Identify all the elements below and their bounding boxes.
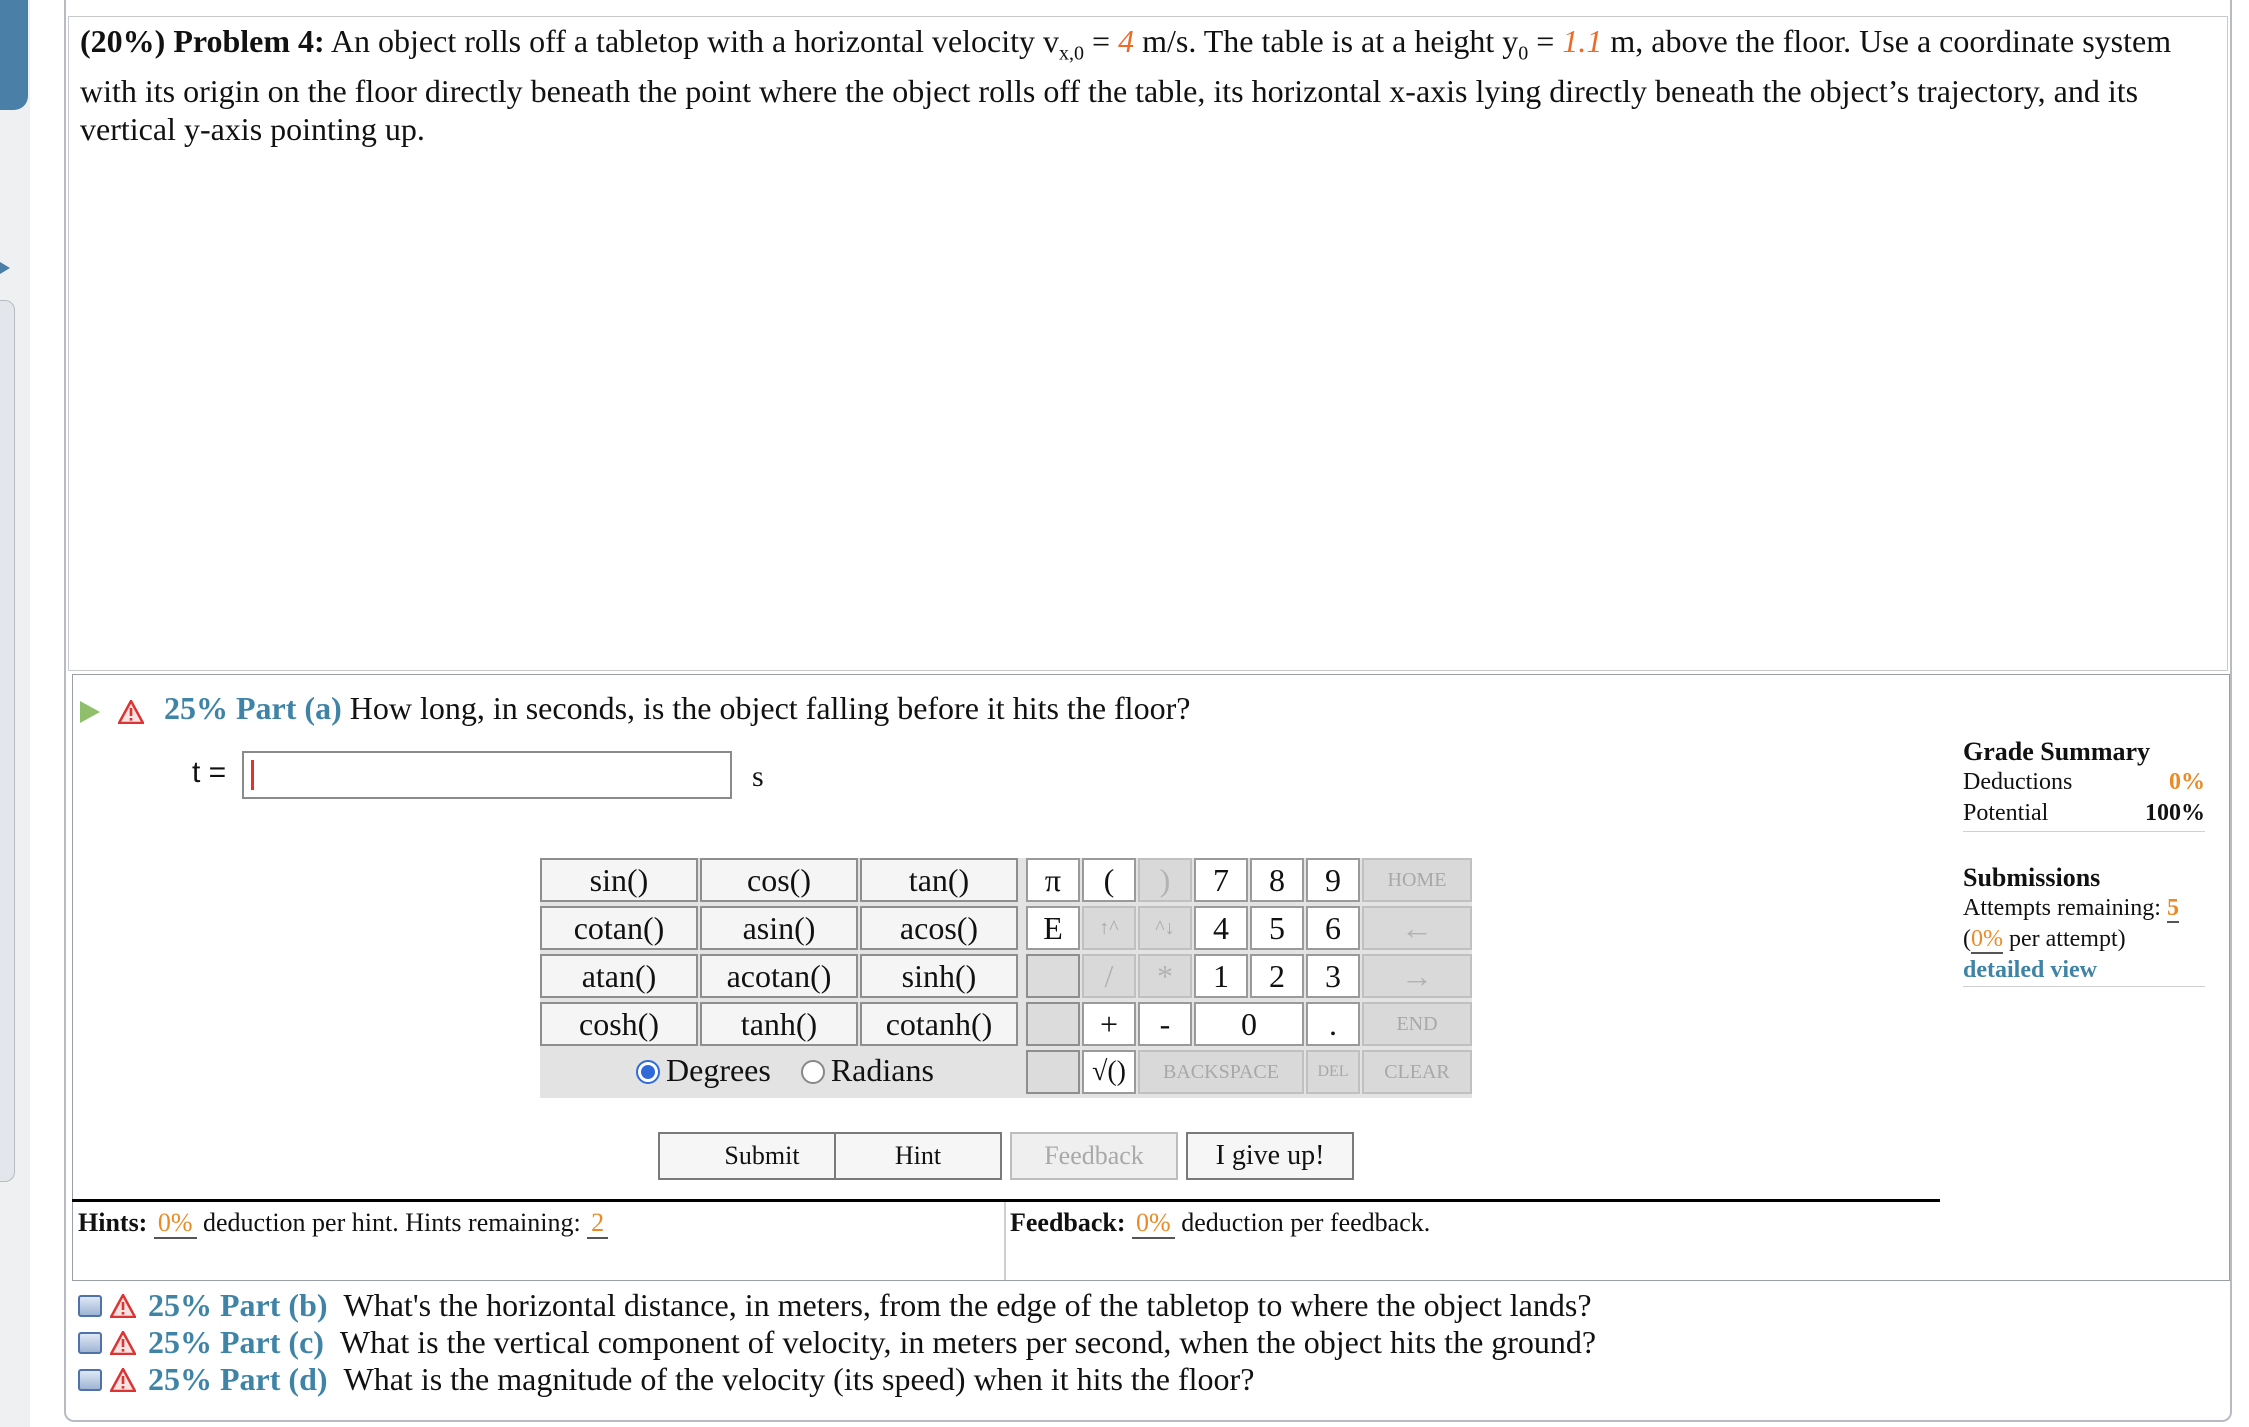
- per-attempt-open: (: [1963, 926, 1971, 952]
- give-up-button[interactable]: I give up!: [1186, 1132, 1354, 1180]
- multiply-button[interactable]: *: [1138, 954, 1192, 998]
- e-button[interactable]: E: [1026, 906, 1080, 950]
- part-b-percent: 25%: [148, 1287, 212, 1323]
- sidebar-panel: [0, 300, 15, 1182]
- potential-label: Potential: [1963, 800, 2049, 826]
- per-attempt-value: 0%: [1971, 926, 2003, 952]
- hints-text: deduction per hint. Hints remaining:: [203, 1208, 581, 1237]
- problem-text-1: An object rolls off a tabletop with a horizontal velocity v: [324, 23, 1060, 59]
- digit-8-button[interactable]: 8: [1250, 858, 1304, 902]
- digit-0-button[interactable]: 0: [1194, 1002, 1304, 1046]
- minus-button[interactable]: -: [1138, 1002, 1192, 1046]
- cosh-button[interactable]: cosh(): [540, 1002, 698, 1046]
- feedback-info: [1010, 1208, 1430, 1238]
- part-a-header: [80, 688, 1190, 728]
- back-arrow-button[interactable]: ←: [1362, 906, 1472, 950]
- text-cursor: [251, 760, 254, 790]
- cos-button[interactable]: cos(): [700, 858, 858, 902]
- part-c-question: What is the vertical component of velocity, in meters per second, when the object hits the ground?: [339, 1324, 1597, 1360]
- atan-button[interactable]: atan(): [540, 954, 698, 998]
- sqrt-button[interactable]: √(): [1082, 1050, 1136, 1094]
- collapsed-part-icon[interactable]: [78, 1332, 102, 1354]
- deductions-value: 0%: [2169, 769, 2205, 795]
- close-paren-button[interactable]: ): [1138, 858, 1192, 902]
- deductions-label: Deductions: [1963, 769, 2073, 795]
- submit-button[interactable]: Submit: [658, 1132, 866, 1180]
- acotan-button[interactable]: acotan(): [700, 954, 858, 998]
- feedback-label: Feedback:: [1010, 1208, 1126, 1237]
- variable-label: t =: [192, 756, 227, 789]
- potential-value: 100%: [2145, 800, 2205, 826]
- unit-label: s: [752, 760, 764, 793]
- part-b-row[interactable]: [78, 1287, 1596, 1324]
- feedback-text: deduction per feedback.: [1181, 1208, 1431, 1237]
- blank-key: [1026, 1002, 1080, 1046]
- grade-summary: [1963, 736, 2205, 987]
- divider: [1004, 1202, 1006, 1280]
- sidebar-pointer-icon: [0, 262, 10, 274]
- submissions-title: Submissions: [1963, 863, 2101, 892]
- superscript-up-button[interactable]: ↑^: [1082, 906, 1136, 950]
- divide-button[interactable]: /: [1082, 954, 1136, 998]
- vx-subscript: x,0: [1059, 42, 1085, 65]
- digit-6-button[interactable]: 6: [1306, 906, 1360, 950]
- warning-icon: [110, 1331, 136, 1355]
- decimal-point-button[interactable]: .: [1306, 1002, 1360, 1046]
- part-b-question: What's the horizontal distance, in meters, from the edge of the tabletop to where the object lands?: [343, 1287, 1592, 1323]
- blank-key: [1026, 954, 1080, 998]
- delete-button[interactable]: DEL: [1306, 1050, 1360, 1094]
- given-velocity: 4: [1118, 23, 1135, 59]
- answer-input[interactable]: [242, 751, 732, 799]
- sidebar-tab[interactable]: [0, 0, 28, 110]
- collapsed-part-icon[interactable]: [78, 1295, 102, 1317]
- problem-text-3: m/s. The table is at a height y: [1134, 23, 1519, 59]
- part-c-row[interactable]: [78, 1324, 1596, 1361]
- tanh-button[interactable]: tanh(): [700, 1002, 858, 1046]
- degrees-radio[interactable]: [636, 1060, 660, 1084]
- part-d-row[interactable]: [78, 1361, 1596, 1398]
- given-height: 1.1: [1562, 23, 1603, 59]
- end-button[interactable]: END: [1362, 1002, 1472, 1046]
- angle-mode-toggle: [636, 1052, 934, 1089]
- problem-weight: (20%): [80, 23, 166, 59]
- problem-statement: [80, 22, 2220, 148]
- attempts-label: Attempts remaining:: [1963, 895, 2161, 921]
- collapsed-part-icon[interactable]: [78, 1369, 102, 1391]
- problem-text-5: m, above the floor. Use a coordinate system with its origin on the floor directly beneath the point where the object rolls off the table, its horizontal x-axis lying directly beneath the object’s trajectory, and its vertical y-axis pointing up.: [80, 23, 2172, 148]
- digit-2-button[interactable]: 2: [1250, 954, 1304, 998]
- other-parts-list: [78, 1287, 1596, 1398]
- part-c-percent: 25%: [148, 1324, 212, 1360]
- cotan-button[interactable]: cotan(): [540, 906, 698, 950]
- sinh-button[interactable]: sinh(): [860, 954, 1018, 998]
- digit-5-button[interactable]: 5: [1250, 906, 1304, 950]
- tan-button[interactable]: tan(): [860, 858, 1018, 902]
- open-paren-button[interactable]: (: [1082, 858, 1136, 902]
- grade-summary-title: Grade Summary: [1963, 737, 2151, 766]
- part-a-percent: 25%: [164, 690, 228, 726]
- radians-label: Radians: [830, 1052, 934, 1088]
- feedback-deduction: 0%: [1132, 1208, 1175, 1239]
- part-d-label: Part (d): [220, 1361, 328, 1397]
- deductions-row: [1963, 767, 2205, 798]
- warning-icon: [110, 1368, 136, 1392]
- acos-button[interactable]: acos(): [860, 906, 1018, 950]
- blank-key: [1026, 1050, 1080, 1094]
- per-attempt-text: per attempt): [2009, 926, 2126, 952]
- per-attempt-row: [1963, 924, 2205, 955]
- pi-button[interactable]: π: [1026, 858, 1080, 902]
- attempts-row: [1963, 893, 2205, 924]
- radians-radio[interactable]: [801, 1060, 825, 1084]
- part-c-label: Part (c): [220, 1324, 324, 1360]
- part-a-label: Part (a): [236, 690, 342, 726]
- part-d-question: What is the magnitude of the velocity (its speed) when it hits the floor?: [343, 1361, 1255, 1397]
- asin-button[interactable]: asin(): [700, 906, 858, 950]
- part-a-question: How long, in seconds, is the object falling before it hits the floor?: [349, 690, 1191, 726]
- forward-arrow-button[interactable]: →: [1362, 954, 1472, 998]
- y-subscript: 0: [1518, 42, 1529, 65]
- clear-button[interactable]: CLEAR: [1362, 1050, 1472, 1094]
- warning-icon: [110, 1294, 136, 1318]
- backspace-button[interactable]: BACKSPACE: [1138, 1050, 1304, 1094]
- hints-info: [78, 1208, 608, 1238]
- part-d-percent: 25%: [148, 1361, 212, 1397]
- hints-remaining: 2: [587, 1208, 608, 1239]
- superscript-down-button[interactable]: ^↓: [1138, 906, 1192, 950]
- digit-4-button[interactable]: 4: [1194, 906, 1248, 950]
- cotanh-button[interactable]: cotanh(): [860, 1002, 1018, 1046]
- warning-icon: [118, 700, 144, 724]
- attempts-value: 5: [2166, 895, 2179, 921]
- hint-button[interactable]: Hint: [834, 1132, 1002, 1180]
- play-icon[interactable]: [80, 701, 100, 723]
- potential-row: [1963, 798, 2205, 829]
- numeric-keypad: [1024, 858, 1472, 1098]
- home-button[interactable]: HOME: [1362, 858, 1472, 902]
- problem-text-4: =: [1528, 23, 1563, 59]
- problem-label: Problem 4:: [173, 23, 325, 59]
- detailed-view-link[interactable]: detailed view: [1963, 955, 2205, 987]
- grade-separator: [1963, 831, 2205, 832]
- problem-text-2: =: [1084, 23, 1119, 59]
- digit-9-button[interactable]: 9: [1306, 858, 1360, 902]
- digit-1-button[interactable]: 1: [1194, 954, 1248, 998]
- sin-button[interactable]: sin(): [540, 858, 698, 902]
- digit-3-button[interactable]: 3: [1306, 954, 1360, 998]
- plus-button[interactable]: +: [1082, 1002, 1136, 1046]
- digit-7-button[interactable]: 7: [1194, 858, 1248, 902]
- part-b-label: Part (b): [220, 1287, 328, 1323]
- hint-deduction: 0%: [154, 1208, 197, 1239]
- feedback-button[interactable]: Feedback: [1010, 1132, 1178, 1180]
- degrees-label: Degrees: [666, 1052, 771, 1088]
- hints-label: Hints:: [78, 1208, 148, 1237]
